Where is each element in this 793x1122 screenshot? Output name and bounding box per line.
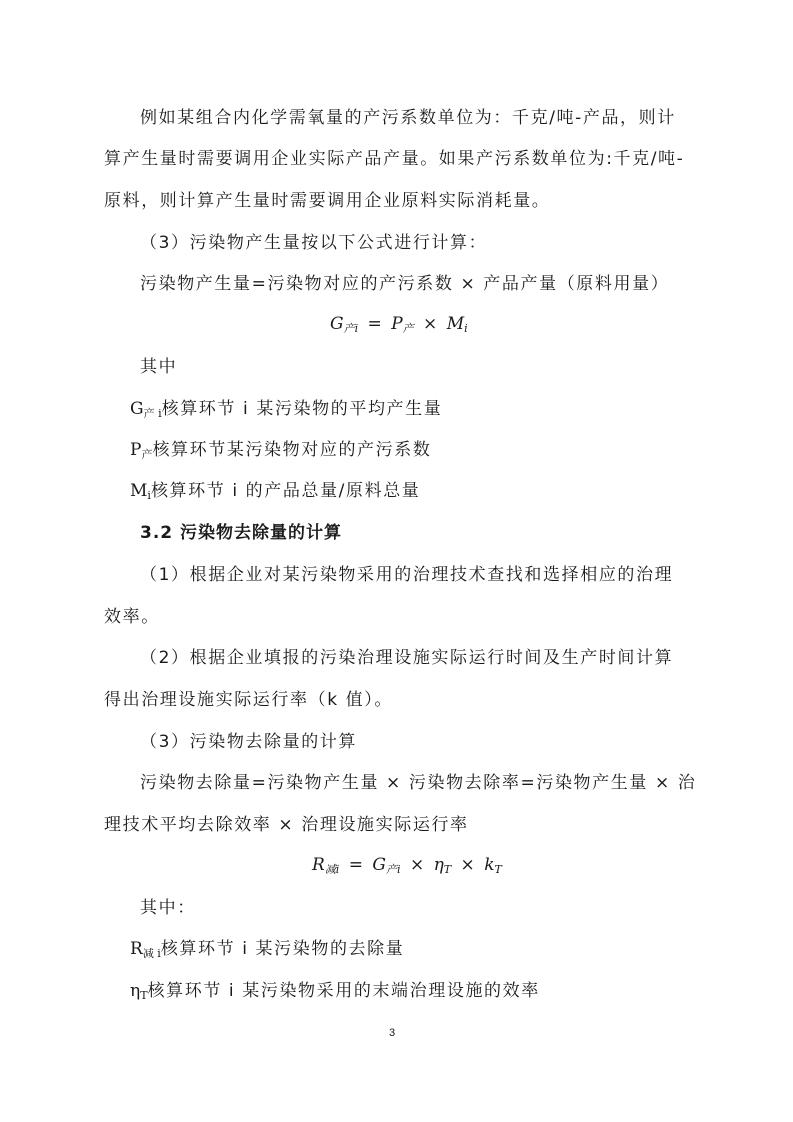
- formula-symbol: G: [330, 314, 344, 334]
- symbol-subscript: i: [147, 489, 151, 502]
- paragraph-line: （1）根据企业对某污染物采用的治理技术查找和选择相应的治理: [140, 565, 674, 585]
- symbol: P: [130, 440, 142, 460]
- formula-subscript: T: [494, 863, 502, 876]
- paragraph-line: 污染物去除量=污染物产生量 × 污染物去除率=污染物产生量 × 治: [140, 773, 697, 793]
- formula-operator: ×: [409, 855, 425, 875]
- formula-subscript: i: [464, 322, 468, 335]
- formula-symbol: M: [446, 314, 465, 334]
- symbol: M: [130, 481, 148, 501]
- formula-symbol: k: [484, 855, 495, 875]
- formula-symbol: G: [372, 855, 386, 875]
- formula-generation: [330, 312, 468, 341]
- definition-g: [130, 397, 442, 426]
- definition-text: 核算环节 i 的产品总量/原料总量: [150, 481, 421, 501]
- paragraph-line: 效率。: [104, 607, 160, 627]
- definition-p: [130, 438, 431, 467]
- formula-removal: [312, 853, 502, 882]
- paragraph-line: 其中：: [140, 898, 196, 918]
- definition-text: 核算环节某污染物对应的产污系数: [152, 440, 432, 460]
- formula-subscript: 产i: [386, 863, 401, 876]
- symbol-subscript: 产: [141, 448, 153, 461]
- definition-eta: [130, 979, 540, 1008]
- symbol-subscript: 减 i: [142, 947, 161, 960]
- paragraph-line: 例如某组合内化学需氧量的产污系数单位为：千克/吨-产品，则计: [140, 108, 676, 128]
- section-heading: 3.2 污染物去除量的计算: [140, 523, 343, 543]
- paragraph-line: 其中: [140, 357, 178, 377]
- paragraph-line: （3）污染物去除量的计算: [140, 732, 358, 752]
- definition-r: [130, 937, 404, 966]
- formula-text: 污染物产生量=污染物对应的产污系数 × 产品产量（原料用量）: [140, 274, 670, 294]
- formula-operator: =: [348, 855, 363, 875]
- formula-operator: ×: [460, 855, 475, 875]
- paragraph-line: （3）污染物产生量按以下公式进行计算：: [140, 233, 488, 253]
- paragraph-line: 原料，则计算产生量时需要调用企业原料实际消耗量。: [104, 191, 551, 211]
- symbol-subscript: T: [140, 989, 148, 1002]
- paragraph-line: 算产生量时需要调用企业实际产品产量。如果产污系数单位为:千克/吨-: [104, 149, 685, 169]
- formula-operator: ×: [423, 314, 438, 334]
- formula-symbol: P: [391, 314, 403, 334]
- formula-subscript: 减i: [324, 863, 340, 876]
- page-number: 3: [389, 1027, 396, 1039]
- symbol-subscript: 产 i: [143, 407, 162, 420]
- paragraph-line: （2）根据企业填报的污染治理设施实际运行时间及生产时间计算: [140, 648, 674, 668]
- formula-symbol: η: [433, 855, 444, 875]
- formula-subscript: 产: [402, 322, 414, 335]
- definition-text: 核算环节 i 某污染物采用的末端治理设施的效率: [147, 981, 540, 1001]
- formula-symbol: R: [312, 855, 325, 875]
- definition-text: 核算环节 i 某污染物的去除量: [160, 939, 405, 959]
- definition-m: [130, 479, 420, 508]
- paragraph-line: 理技术平均去除效率 × 治理设施实际运行率: [104, 815, 469, 835]
- symbol: η: [130, 981, 141, 1001]
- formula-subscript: 产i: [343, 322, 359, 335]
- paragraph-line: 得出治理设施实际运行率（k 值）。: [104, 690, 393, 710]
- formula-subscript: T: [443, 863, 452, 876]
- symbol: G: [130, 399, 144, 419]
- symbol: R: [130, 939, 143, 959]
- formula-operator: =: [367, 314, 382, 334]
- definition-text: 核算环节 i 某污染物的平均产生量: [161, 399, 443, 419]
